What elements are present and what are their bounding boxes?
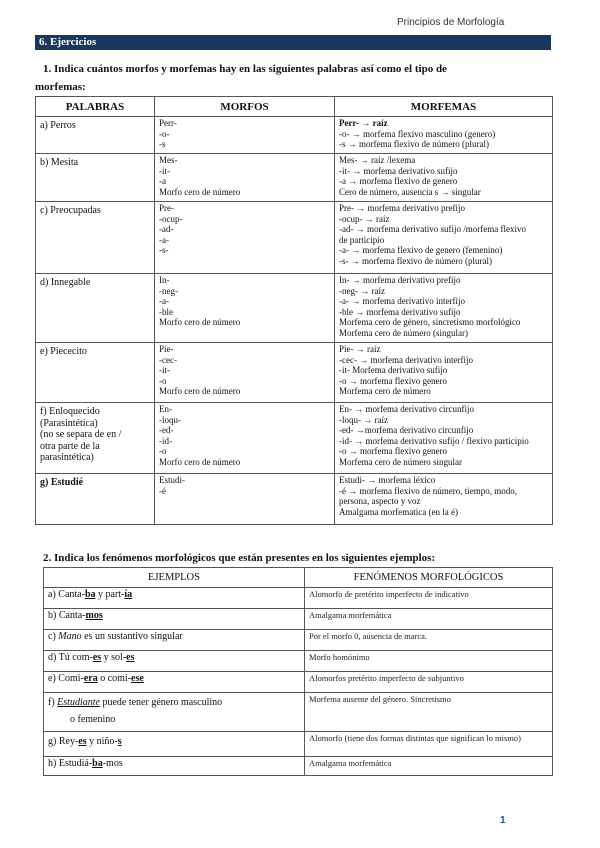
text-line: -é	[159, 485, 166, 496]
text-line: (Parasintética)	[40, 417, 98, 429]
text-line: (no se separa de en /	[40, 429, 122, 440]
table-row	[36, 474, 553, 525]
text-line: -loqu-	[159, 414, 181, 425]
table-row	[36, 403, 553, 474]
text-line: Estudiante	[57, 697, 100, 708]
text-line: Morfo cero de número	[159, 386, 241, 396]
emphasis	[118, 736, 122, 747]
text-line: -s-	[159, 245, 169, 255]
header-ejemplos: EJEMPLOS	[44, 568, 305, 588]
morfos-cell	[155, 202, 335, 274]
header-palabras: PALABRAS	[36, 97, 155, 117]
word-cell	[36, 274, 155, 343]
text-line: c) Preocupadas	[40, 205, 101, 216]
table-row	[44, 672, 553, 693]
text-line: e) Piececito	[40, 346, 87, 357]
phenomenon-cell: Por el morfo 0, ausencia de marca.	[305, 630, 553, 651]
question-2-title: 2. Indica los fenómenos morfológicos que están presentes en los siguientes ejemplos:	[43, 552, 436, 564]
text-line: In- → morfema derivativo prefijo	[339, 275, 461, 285]
text-line: -it- Morfema derivativo sufijo	[339, 365, 448, 375]
text-line: -cec-	[159, 354, 177, 365]
text-line: s	[117, 736, 122, 747]
table-row	[44, 630, 553, 651]
text-line: es	[126, 652, 135, 663]
morfemas-cell	[335, 154, 553, 202]
text-line: Pie-	[159, 344, 174, 354]
text-line: Cero de número, ausencia s → singular	[339, 186, 481, 197]
text-line: b) Canta-	[48, 610, 86, 621]
example-cell	[44, 588, 305, 609]
word-cell	[36, 403, 155, 474]
table-row	[44, 693, 553, 732]
text-line: -cec- → morfema derivativo interfijo	[339, 354, 473, 365]
text-line: -s → morfema flexivo de número (plural)	[339, 139, 489, 149]
text-line: d) Tú com-	[48, 652, 93, 663]
text-line: In-	[159, 275, 170, 285]
text-line: h) Estudiá-	[48, 758, 93, 769]
page-number: 1	[500, 815, 506, 826]
text-line: -o-	[159, 128, 170, 139]
text-line: -ed-	[159, 425, 174, 435]
emphasis	[124, 589, 132, 600]
text-line: o femenino	[70, 714, 116, 725]
text-line: Morfo cero de número	[159, 456, 241, 467]
text-line: -o- → morfema flexivo masculino (genero)	[339, 128, 496, 139]
text-line: En-	[159, 404, 172, 414]
text-line: -neg-	[159, 285, 178, 296]
text-line: -a-	[159, 296, 169, 306]
table-row	[36, 117, 553, 154]
text-line: -s	[159, 139, 166, 149]
phenomenon-cell: Morfema ausente del género. Sincretismo	[305, 693, 553, 732]
text-line: -o	[159, 375, 167, 386]
text-line: es	[78, 736, 87, 747]
word-cell	[36, 154, 155, 202]
table-row	[36, 154, 553, 202]
phenomenon-cell: Alomorfos pretérito imperfecto de subjuntivo	[305, 672, 553, 693]
text-line: persona, aspecto y voz	[339, 496, 421, 506]
text-line: f)	[48, 697, 58, 708]
table-row	[44, 609, 553, 630]
text-line: -ble → morfema derivativo sufijo	[339, 306, 461, 317]
text-line: y part-	[95, 589, 125, 600]
header-morfemas: MORFEMAS	[335, 97, 553, 117]
morfemas-cell	[335, 474, 553, 525]
text-line: -a- → morfema derivativo interfijo	[339, 296, 465, 306]
text-line: ba	[92, 758, 103, 769]
text-line: y sol-	[101, 652, 127, 663]
header-fenomenos: FENÓMENOS MORFOLÓGICOS	[305, 568, 553, 588]
table-row	[36, 343, 553, 403]
example-cell	[44, 693, 305, 732]
word-cell	[36, 474, 155, 525]
morfos-cell	[155, 274, 335, 343]
section-title-bar: 6. Ejercicios	[35, 35, 551, 50]
text-line: -ad-	[159, 224, 174, 234]
text-line: Morfo cero de número	[159, 186, 241, 197]
question-1-line-1: 1. Indica cuántos morfos y morfemas hay en las siguientes palabras así como el tipo de	[43, 63, 447, 75]
text-line: Morfo cero de número	[159, 317, 241, 327]
morphs-table	[35, 96, 553, 525]
morfos-cell	[155, 403, 335, 474]
text-line: Estudi- → morfema léxico	[339, 475, 436, 485]
text-line: era	[83, 673, 98, 684]
text-line: a) Canta-	[48, 589, 85, 600]
table-header-row	[36, 97, 553, 117]
text-line: Mano	[58, 631, 82, 642]
emphasis	[57, 697, 100, 708]
text-line: -id-	[159, 435, 172, 446]
text-line: ba	[84, 589, 96, 600]
text-line: -s- → morfema flexivo de número (plural)	[339, 255, 492, 266]
text-line: Mes- → raíz /lexema	[339, 155, 416, 165]
morfos-cell	[155, 474, 335, 525]
morfos-cell	[155, 154, 335, 202]
phenomenon-cell: Alomorfo (tiene dos formas distintas que significan lo mismo)	[305, 732, 553, 757]
text-line: -a-	[159, 234, 169, 245]
table-row	[44, 757, 553, 776]
text-line: Morfema cero de número (singular)	[339, 327, 468, 338]
text-line: Pre- → morfema derivativo prefijo	[339, 203, 465, 213]
text-line: puede tener género masculino	[99, 697, 223, 708]
text-line: b) Mesita	[40, 157, 79, 168]
morfos-cell	[155, 343, 335, 403]
text-line: -a	[159, 176, 166, 186]
text-line: -ocup- → raíz	[339, 213, 390, 224]
text-line: -o	[159, 446, 167, 456]
table-row	[36, 202, 553, 274]
text-line: -id- → morfema derivativo sufijo / flexivo participio	[339, 435, 529, 446]
emphasis	[85, 589, 96, 600]
text-line: es	[92, 652, 102, 663]
text-line: Pre-	[159, 203, 174, 213]
emphasis	[92, 758, 103, 769]
morfos-cell	[155, 117, 335, 154]
morfemas-cell	[335, 202, 553, 274]
running-header: Principios de Morfología	[397, 17, 505, 28]
text-line: -é → morfema flexivo de número, tiempo, modo,	[339, 485, 517, 496]
table-header-row	[44, 568, 553, 588]
text-line: f) Enloquecido	[40, 406, 100, 417]
text-line: Perr- → raíz	[339, 118, 388, 128]
phenomenon-cell: Amalgama morfemática	[305, 757, 553, 776]
table-row	[44, 588, 553, 609]
text-line: -it-	[159, 365, 170, 375]
table-row	[44, 651, 553, 672]
text-line: e) Comi-	[48, 673, 84, 684]
text-line: y niño-	[86, 736, 118, 747]
text-line: mos	[85, 610, 103, 621]
example-cell	[44, 651, 305, 672]
question-1-line-2: morfemas:	[35, 81, 86, 93]
table-row	[36, 274, 553, 343]
text-line: -neg- → raíz	[339, 285, 385, 296]
phenomenon-cell: Alomorfo de pretérito imperfecto de indicativo	[305, 588, 553, 609]
text-line: -ble	[159, 306, 173, 317]
example-cell	[44, 757, 305, 776]
text-line: c)	[48, 631, 59, 642]
text-line: otra parte de la	[40, 440, 100, 452]
text-line: -a- → morfema flexivo de genero (femenino)	[339, 245, 503, 255]
text-line: parasintética)	[40, 452, 94, 463]
example-cell	[44, 630, 305, 651]
text-line: g) Rey-	[48, 736, 79, 747]
text-line: d) Innegable	[40, 277, 91, 288]
text-line: En- → morfema derivativo circunfijo	[339, 404, 474, 414]
text-line: es un sustantivo singular	[81, 631, 183, 642]
text-line: -o → morfema flexivo genero	[339, 446, 447, 456]
text-line: Morfema cero de número singular	[339, 456, 462, 467]
text-line: ese	[131, 673, 144, 684]
text-line: a) Perros	[40, 120, 76, 131]
text-line: -ed- →morfema derivativo circunfijo	[339, 425, 474, 435]
emphasis	[86, 610, 103, 621]
phenomenon-cell: Morfo homónimo	[305, 651, 553, 672]
example-cell	[44, 732, 305, 757]
text-line: -a → morfema flexivo de genero	[339, 176, 458, 186]
text-line: -loqu- → raíz	[339, 414, 388, 425]
text-line: Morfema cero de número	[339, 386, 431, 396]
morfemas-cell	[335, 343, 553, 403]
text-line: -ocup-	[159, 213, 183, 224]
emphasis	[126, 652, 134, 663]
text-line: Pie- → raíz	[339, 344, 381, 354]
text-line: Estudi-	[159, 475, 185, 485]
text-line: -it- → morfema derivativo sufijo	[339, 165, 458, 176]
text-line: Amalgama morfematica (en la é)	[339, 506, 458, 517]
text-line: -ad- → morfema derivativo sufijo /morfema flexivo	[339, 224, 526, 234]
emphasis	[78, 736, 86, 747]
table-row	[44, 732, 553, 757]
example-cell	[44, 672, 305, 693]
word-cell	[36, 202, 155, 274]
text-line: g) Estudié	[40, 477, 84, 488]
text-line: -mos	[102, 758, 123, 769]
example-cell	[44, 609, 305, 630]
morfemas-cell	[335, 403, 553, 474]
text-line: Mes-	[159, 155, 178, 165]
word-cell	[36, 343, 155, 403]
text-line: -o → morfema flexivo genero	[339, 375, 447, 386]
phenomena-table	[43, 567, 553, 776]
emphasis	[131, 673, 144, 684]
text-line: Morfema cero de género, sincretismo morfológico	[339, 317, 521, 327]
text-line: ía	[124, 589, 133, 600]
text-line: -it-	[159, 165, 170, 176]
morfemas-cell	[335, 117, 553, 154]
phenomenon-cell: Amalgama morfemática	[305, 609, 553, 630]
word-cell	[36, 117, 155, 154]
emphasis	[93, 652, 101, 663]
morfemas-cell	[335, 274, 553, 343]
text-line: Perr-	[159, 118, 177, 128]
text-line: de participio	[339, 234, 385, 245]
text-line: o comi-	[97, 673, 132, 684]
emphasis	[84, 673, 98, 684]
header-morfos: MORFOS	[155, 97, 335, 117]
